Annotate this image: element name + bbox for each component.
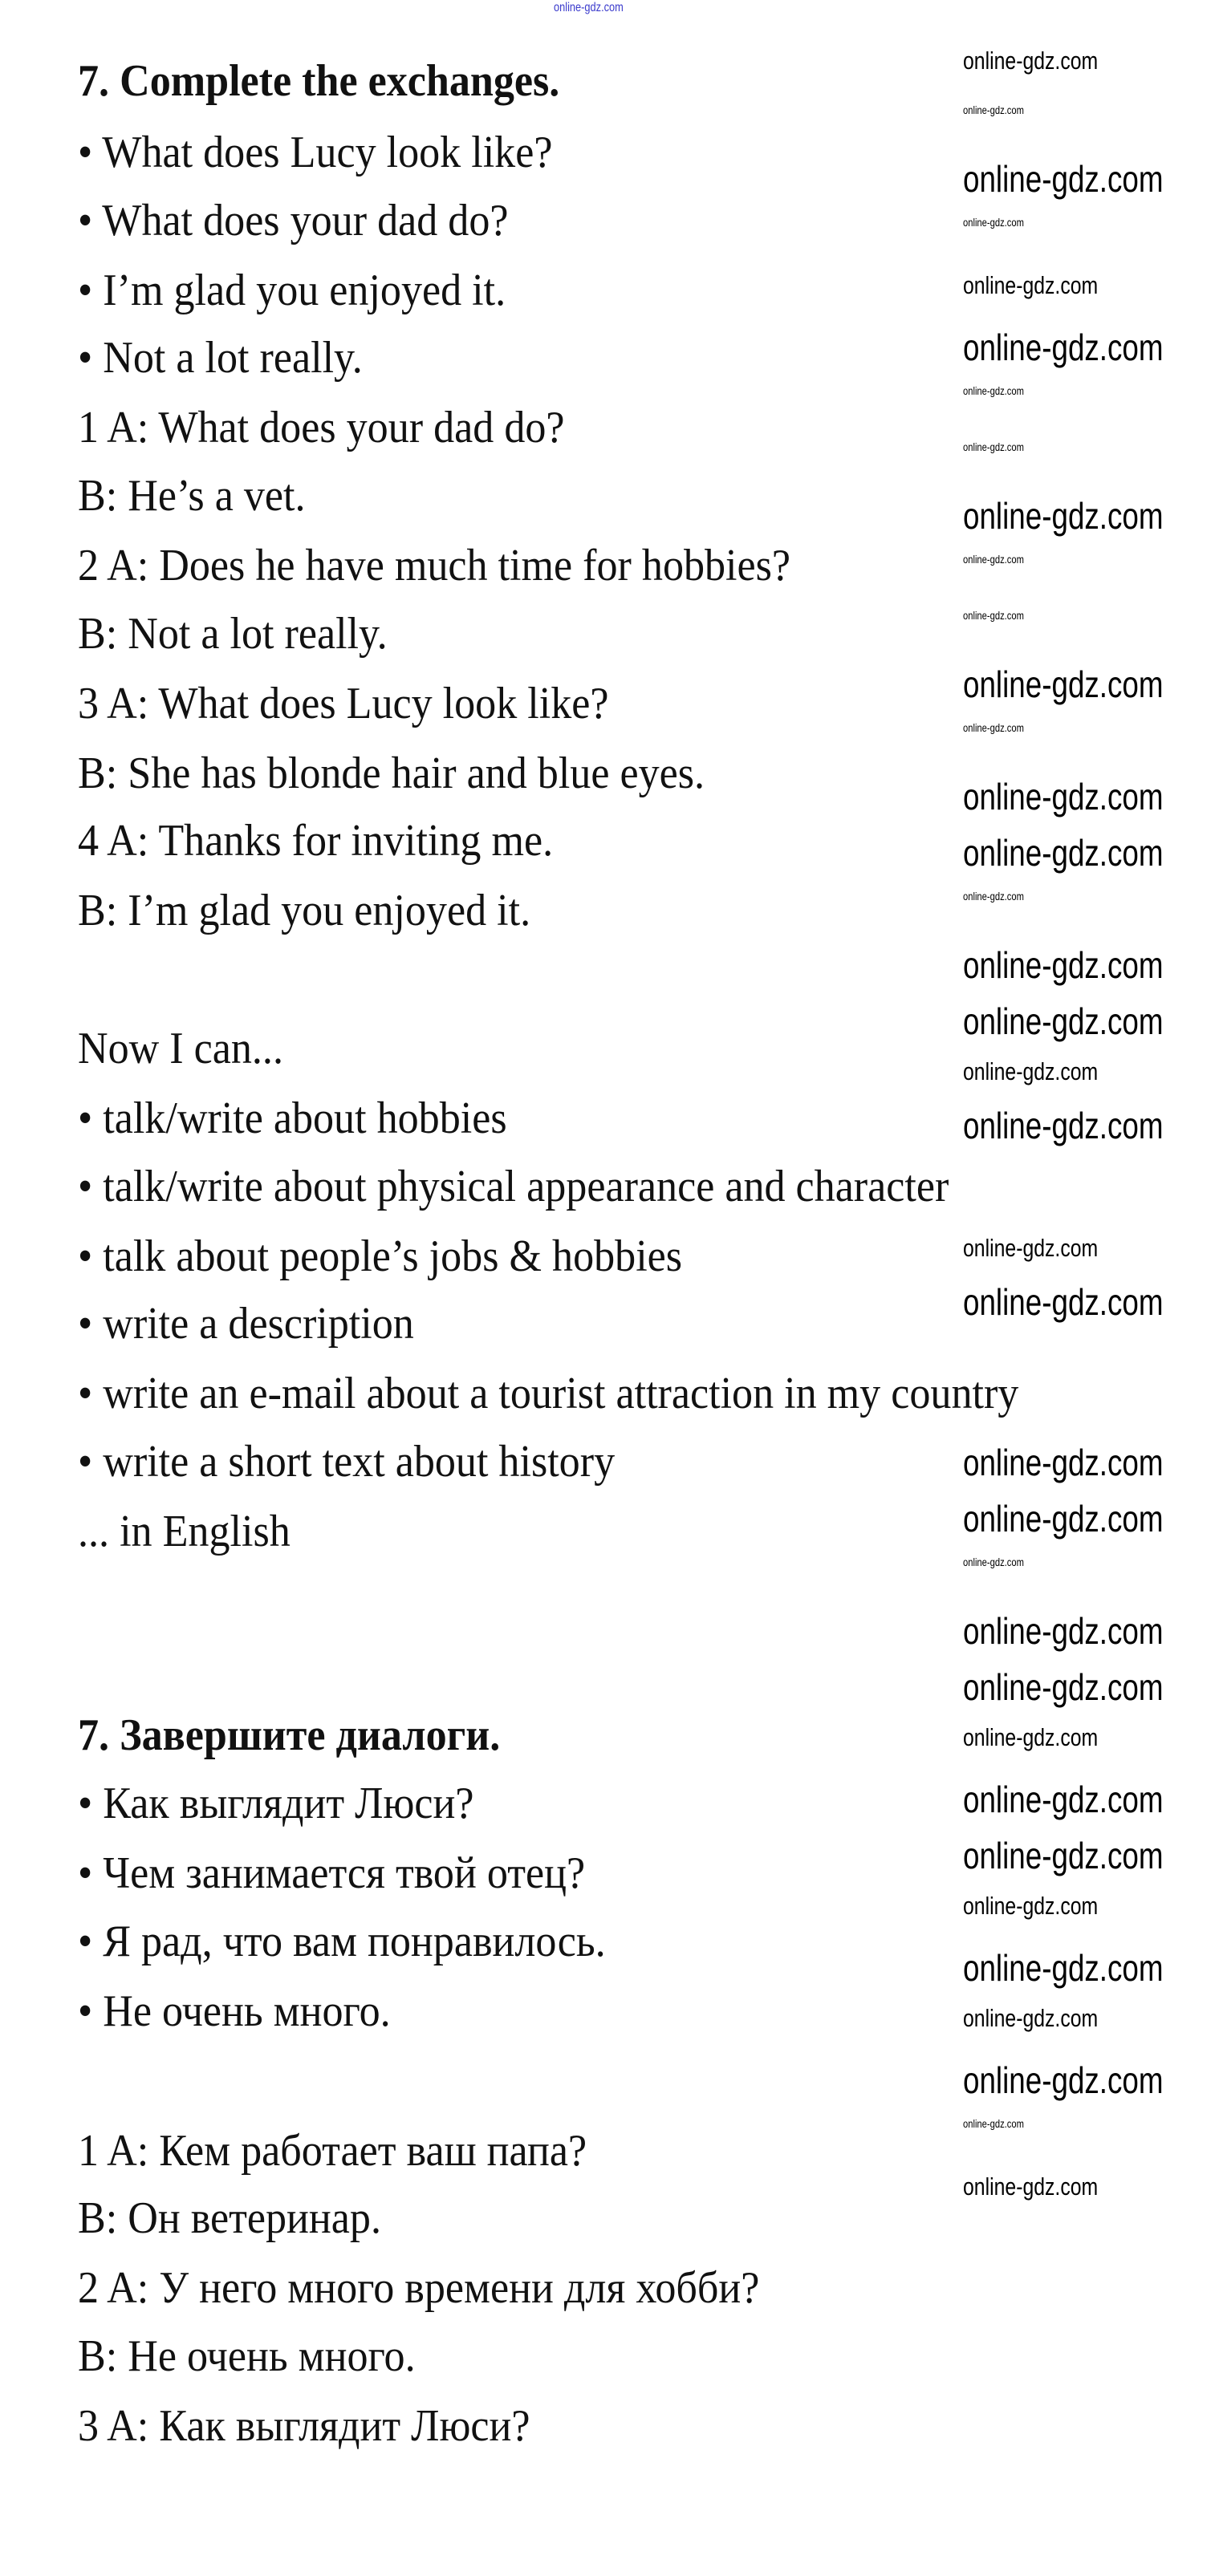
watermark: online-gdz.com <box>963 47 1099 75</box>
option-item: • Чем занимается твой отец? <box>78 1848 586 1898</box>
can-do-item: • talk/write about hobbies <box>78 1093 507 1143</box>
watermark: online-gdz.com <box>963 1610 1164 1652</box>
dialogue-line: B: She has blonde hair and blue eyes. <box>78 748 705 798</box>
can-do-item: • talk/write about physical appearance and character <box>78 1162 949 1211</box>
option-item: • What does your dad do? <box>78 196 509 245</box>
watermark: online-gdz.com <box>963 1281 1164 1323</box>
watermark: online-gdz.com <box>963 890 1024 903</box>
can-do-item: • talk about people’s jobs & hobbies <box>78 1231 683 1281</box>
option-item: • Я рад, что вам понравилось. <box>78 1917 606 1966</box>
now-i-can-heading: Now I can... <box>78 1024 283 1073</box>
dialogue-line: 1 A: Кем работает ваш папа? <box>78 2126 587 2176</box>
watermark: online-gdz.com <box>963 944 1164 986</box>
dialogue-line: 3 A: Как выглядит Люси? <box>78 2401 530 2451</box>
watermark: online-gdz.com <box>963 271 1099 299</box>
dialogue-line: 3 A: What does Lucy look like? <box>78 679 609 728</box>
option-item: • I’m glad you enjoyed it. <box>78 266 506 315</box>
exercise-title-russian: 7. Завершите диалоги. <box>78 1710 501 1760</box>
can-do-item: • write a short text about history <box>78 1437 616 1487</box>
watermark: online-gdz.com <box>963 832 1164 874</box>
option-item: • Not a lot really. <box>78 333 363 383</box>
watermark: online-gdz.com <box>963 609 1024 622</box>
watermark: online-gdz.com <box>963 1556 1024 1568</box>
watermark: online-gdz.com <box>963 1442 1164 1483</box>
watermark: online-gdz.com <box>963 158 1164 200</box>
watermark: online-gdz.com <box>963 1779 1164 1820</box>
watermark: online-gdz.com <box>963 1234 1099 1262</box>
watermark: online-gdz.com <box>963 663 1164 705</box>
watermark: online-gdz.com <box>963 721 1024 734</box>
watermark: online-gdz.com <box>963 2059 1164 2101</box>
watermark: online-gdz.com <box>963 495 1164 537</box>
watermark: online-gdz.com <box>963 384 1024 397</box>
watermark: online-gdz.com <box>963 1057 1099 1085</box>
watermark: online-gdz.com <box>963 553 1024 566</box>
watermark: online-gdz.com <box>963 1498 1164 1540</box>
watermark: online-gdz.com <box>963 2172 1099 2201</box>
watermark: online-gdz.com <box>963 1947 1164 1989</box>
watermark: online-gdz.com <box>963 1723 1099 1751</box>
watermark: online-gdz.com <box>963 103 1024 116</box>
watermark: online-gdz.com <box>963 1892 1099 1920</box>
watermark: online-gdz.com <box>963 2117 1024 2130</box>
dialogue-line: B: Not a lot really. <box>78 609 388 659</box>
dialogue-line: 2 A: У него много времени для хобби? <box>78 2263 760 2313</box>
can-do-item: • write a description <box>78 1299 414 1349</box>
dialogue-line: 4 A: Thanks for inviting me. <box>78 816 554 866</box>
watermark: online-gdz.com <box>963 327 1164 368</box>
dialogue-line: 2 A: Does he have much time for hobbies? <box>78 541 791 590</box>
option-item: • Как выглядит Люси? <box>78 1779 474 1828</box>
watermark: online-gdz.com <box>963 1666 1164 1708</box>
watermark: online-gdz.com <box>963 1105 1164 1146</box>
dialogue-line: B: Не очень много. <box>78 2331 416 2381</box>
dialogue-line: 1 A: What does your dad do? <box>78 403 565 452</box>
watermark: online-gdz.com <box>963 216 1024 229</box>
dialogue-line: B: Он ветеринар. <box>78 2193 381 2243</box>
watermark: online-gdz.com <box>554 1 624 14</box>
can-do-footer: ... in English <box>78 1507 291 1556</box>
exercise-title: 7. Complete the exchanges. <box>78 56 560 106</box>
watermark: online-gdz.com <box>963 2004 1099 2032</box>
watermark: online-gdz.com <box>963 1000 1164 1042</box>
dialogue-line: B: I’m glad you enjoyed it. <box>78 886 531 935</box>
watermark: online-gdz.com <box>963 776 1164 817</box>
watermark: online-gdz.com <box>963 1835 1164 1876</box>
option-item: • Не очень много. <box>78 1986 391 2036</box>
watermark: online-gdz.com <box>963 440 1024 453</box>
can-do-item: • write an e-mail about a tourist attraction in my country <box>78 1369 1019 1418</box>
dialogue-line: B: He’s a vet. <box>78 471 306 521</box>
option-item: • What does Lucy look like? <box>78 128 553 177</box>
